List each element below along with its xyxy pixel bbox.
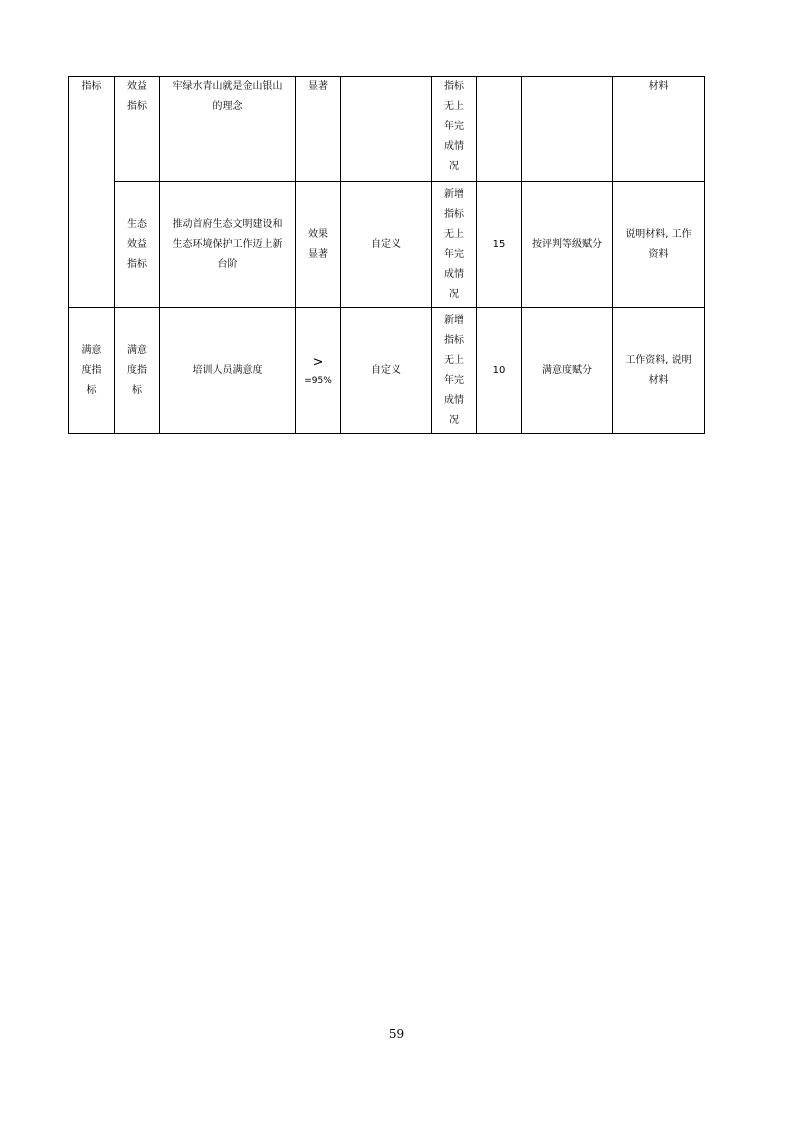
cell-text: 指标: [81, 81, 102, 92]
cell-text: 效益 指标: [127, 81, 147, 112]
cell-text: 推动首府生态文明建设和 生态环境保护工作迈上新 台阶: [172, 218, 283, 270]
table-row: [69, 308, 705, 434]
weight-cell: [477, 308, 522, 434]
cell-text: 满意 度指 标: [81, 344, 102, 396]
target-percentage: =95%: [304, 375, 332, 386]
value-basis-cell: [341, 77, 432, 182]
previous-year-cell: [432, 182, 477, 308]
cell-text: 材料: [648, 81, 669, 92]
cell-text: 新增 指标 无上 年完 成情 况: [444, 188, 464, 300]
cell-text: 自定义: [371, 364, 401, 376]
cell-text: 牢绿水青山就是金山银山 的理念: [172, 81, 283, 112]
comparison-operator: >: [312, 354, 324, 370]
level3-indicator-cell: [160, 77, 296, 182]
level3-indicator-cell: [160, 182, 296, 308]
cell-text: 满意度赋分: [542, 364, 592, 376]
table-row: [69, 182, 705, 308]
cell-text: 按评判等级赋分: [532, 238, 602, 250]
cell-text: 满意 度指 标: [127, 344, 147, 396]
cell-text: 自定义: [371, 238, 401, 250]
level1-indicator-cell: [69, 308, 115, 434]
scoring-method-cell: [522, 182, 613, 308]
target-value-cell: [296, 308, 341, 434]
table-row: [69, 77, 705, 182]
cell-text: 指标 无上 年完 成情 况: [444, 81, 464, 172]
previous-year-cell: [432, 308, 477, 434]
cell-text: 培训人员满意度: [192, 364, 263, 376]
cell-text: 10: [492, 364, 506, 376]
cell-text: 新增 指标 无上 年完 成情 况: [444, 314, 464, 426]
evidence-material-cell: [613, 182, 705, 308]
evidence-material-cell: [613, 77, 705, 182]
level3-indicator-cell: [160, 308, 296, 434]
weight-cell: [477, 77, 522, 182]
performance-indicator-table: [68, 76, 705, 434]
value-basis-cell: [341, 308, 432, 434]
level2-indicator-cell: [115, 77, 160, 182]
level1-indicator-cell: [69, 77, 115, 308]
evidence-material-cell: [613, 308, 705, 434]
scoring-method-cell: [522, 77, 613, 182]
previous-year-cell: [432, 77, 477, 182]
weight-cell: [477, 182, 522, 308]
page-number: 59: [388, 1027, 405, 1041]
cell-text: 15: [492, 238, 506, 250]
value-basis-cell: [341, 182, 432, 308]
cell-text: 生态 效益 指标: [127, 218, 147, 270]
target-value-cell: [296, 182, 341, 308]
cell-text: 效果 显著: [308, 228, 328, 260]
target-value-cell: [296, 77, 341, 182]
cell-text: 说明材料, 工作 资料: [625, 228, 692, 260]
level2-indicator-cell: [115, 308, 160, 434]
cell-text: 工作资料, 说明 材料: [625, 354, 692, 386]
scoring-method-cell: [522, 308, 613, 434]
level2-indicator-cell: [115, 182, 160, 308]
cell-text: 显著: [308, 81, 328, 92]
